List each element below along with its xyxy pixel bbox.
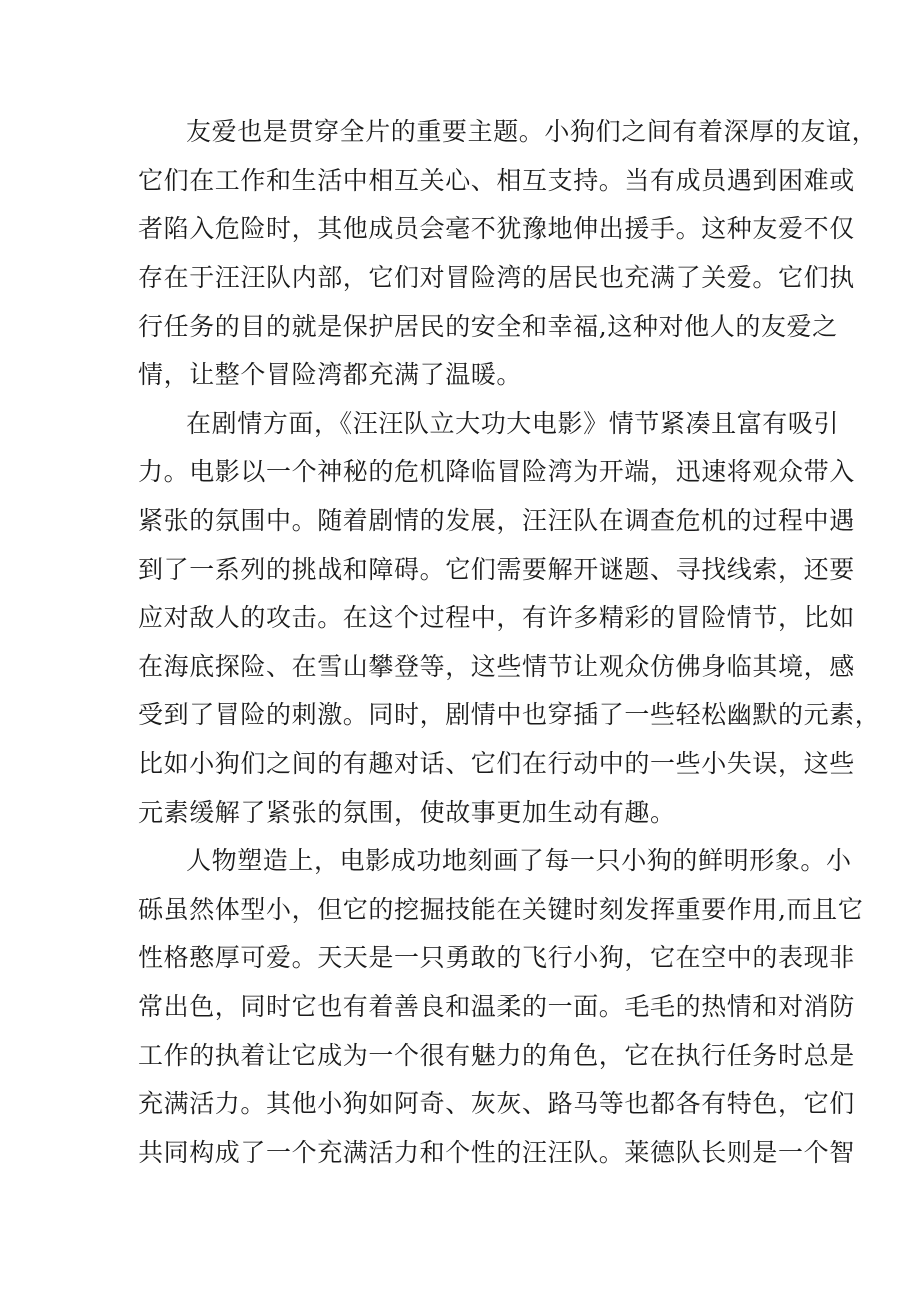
text-line: 充满活力。其他小狗如阿奇、灰灰、路马等也都各有特色，它们 — [138, 1089, 855, 1118]
text-line: 力。电影以一个神秘的危机降临冒险湾为开端，迅速将观众带入 — [138, 457, 855, 486]
text-line: 比如小狗们之间的有趣对话、它们在行动中的一些小失误，这些 — [138, 749, 855, 778]
text-line: 它们在工作和生活中相互关心、相互支持。当有成员遇到困难或 — [138, 166, 855, 195]
text-line: 行任务的目的就是保护居民的安全和幸福,这种对他人的友爱之 — [138, 312, 838, 341]
text-line: 应对敌人的攻击。在这个过程中，有许多精彩的冒险情节，比如 — [138, 603, 855, 632]
text-line: 到了一系列的挑战和障碍。它们需要解开谜题、寻找线索，还要 — [138, 555, 855, 584]
text-line: 在剧情方面，《汪汪队立大功大电影》情节紧凑且富有吸引 — [186, 409, 840, 438]
text-line: 受到了冒险的刺激。同时，剧情中也穿插了一些轻松幽默的元素， — [138, 700, 881, 729]
text-line: 存在于汪汪队内部，它们对冒险湾的居民也充满了关爱。它们执 — [138, 263, 855, 292]
text-line: 共同构成了一个充满活力和个性的汪汪队。莱德队长则是一个智 — [138, 1138, 855, 1167]
text-line: 工作的执着让它成为一个很有魅力的角色，它在执行任务时总是 — [138, 1041, 855, 1070]
text-line: 友爱也是贯穿全片的重要主题。小狗们之间有着深厚的友谊， — [186, 117, 878, 146]
text-line: 常出色，同时它也有着善良和温柔的一面。毛毛的热情和对消防 — [138, 992, 855, 1021]
text-line: 者陷入危险时，其他成员会毫不犹豫地伸出援手。这种友爱不仅 — [138, 214, 855, 243]
text-line: 砾虽然体型小，但它的挖掘技能在关键时刻发挥重要作用,而且它 — [138, 895, 864, 924]
text-line: 性格憨厚可爱。天天是一只勇敢的飞行小狗，它在空中的表现非 — [138, 943, 855, 972]
text-line: 元素缓解了紧张的氛围，使故事更加生动有趣。 — [138, 798, 676, 827]
text-line: 紧张的氛围中。随着剧情的发展，汪汪队在调查危机的过程中遇 — [138, 506, 855, 535]
text-line: 情，让整个冒险湾都充满了温暖。 — [138, 360, 523, 389]
text-line: 人物塑造上，电影成功地刻画了每一只小狗的鲜明形象。小 — [186, 846, 852, 875]
text-line: 在海底探险、在雪山攀登等，这些情节让观众仿佛身临其境，感 — [138, 652, 855, 681]
